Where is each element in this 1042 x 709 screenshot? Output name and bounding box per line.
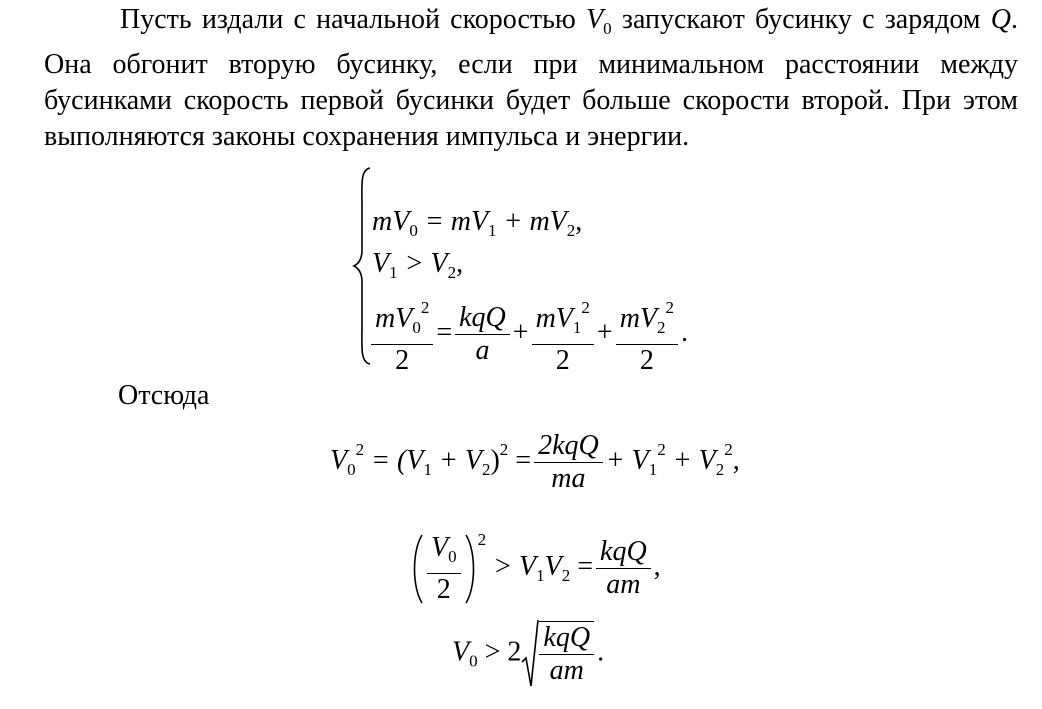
sys1-plus: + mV: [496, 206, 567, 237]
eq1-sup3: 2: [657, 439, 666, 459]
eq2-frac2-num: kqQ: [600, 536, 647, 568]
eq3-sub: 0: [469, 651, 478, 671]
var-v: V: [586, 4, 604, 35]
eq3-end: .: [597, 636, 605, 668]
eq2-s1: 1: [536, 566, 545, 585]
eq2-den: 2: [436, 573, 451, 605]
var-q: Q: [990, 4, 1011, 35]
sys3-frac2: [455, 302, 510, 367]
eq1-s3: 1: [648, 459, 658, 479]
system-line-2: [372, 248, 463, 289]
eq1-sub: 0: [347, 459, 356, 479]
eq1-s4: 2: [715, 459, 725, 479]
eq3-gt: > 2: [477, 636, 522, 668]
eq1-frac: [534, 430, 603, 495]
eq1-s2: 2: [481, 459, 491, 479]
eq1-sup2: 2: [499, 439, 509, 459]
eq1-v: V: [330, 444, 348, 476]
sys3-plus2: +: [596, 316, 613, 348]
eq2-s2: 2: [561, 566, 571, 585]
eq2-num-sub: 0: [448, 546, 457, 566]
eq1-s1: 1: [423, 459, 432, 479]
eq1-eq2: =: [508, 444, 532, 476]
eq1-frac-den: ma: [551, 463, 586, 494]
sys3-f1-sub: 0: [412, 318, 421, 337]
paragraph-text-1: Пусть издали с начальной скоростью: [120, 4, 587, 35]
sys3-f3-sup: 2: [581, 298, 590, 317]
eq1-end: ,: [732, 444, 740, 476]
sys3-f3-sub: 1: [572, 318, 582, 337]
sys1-sub0: 0: [409, 221, 418, 240]
sys3-f1-num: mV: [375, 303, 413, 334]
sys1-lhs: mV: [372, 206, 410, 237]
eq2-v2: V: [544, 551, 562, 582]
eq2-gt: > V: [486, 551, 537, 582]
sys3-frac1: [371, 292, 433, 377]
sys3-plus1: +: [512, 316, 529, 348]
sys3-f4-num: mV: [619, 303, 658, 334]
sys1-eq: = mV: [417, 206, 489, 237]
eq3-frac-den: am: [549, 655, 584, 686]
sys3-f1-den: 2: [395, 345, 410, 376]
eq1-sup: 2: [355, 439, 365, 459]
sys2-end: ,: [456, 248, 464, 279]
eq3-frac-num: kqQ: [543, 622, 591, 653]
eq3-frac: [539, 621, 594, 687]
eq1-eq1: = (V: [364, 444, 424, 476]
right-paren-icon: [464, 533, 478, 605]
eq2-frac2: [596, 536, 651, 601]
eq2-frac: [427, 532, 461, 606]
paragraph-text-3: . Она обгонит вторую бусинку, если при минимальном расстоянии между бусинками скорость первой бусинки будет больше скорости второй. При этом выполняются законы сохранения импульса и энергии.: [44, 4, 1018, 152]
problem-paragraph: [44, 2, 1018, 155]
left-paren-icon: [410, 533, 424, 605]
sys2-sub2: 2: [447, 263, 457, 282]
eq1-plus: + V: [431, 444, 482, 476]
sys3-end: .: [681, 316, 689, 348]
sys2-gt: > V: [397, 248, 448, 279]
sys3-f2-den: a: [475, 335, 490, 366]
system-line-1: [372, 206, 582, 247]
eq2-num-v: V: [431, 531, 449, 563]
sys2-a: V: [372, 248, 390, 279]
sys3-f4-sup: 2: [665, 298, 675, 317]
sys3-f1-sup: 2: [420, 298, 430, 317]
hence-word: Отсюда: [118, 380, 210, 411]
eq3-v: V: [452, 636, 470, 668]
eq1-frac-num: 2kqQ: [538, 430, 599, 461]
sub-zero: 0: [603, 19, 612, 38]
equation-3: [452, 618, 604, 690]
eq2-eq: =: [570, 551, 594, 582]
system-line-3: [368, 292, 688, 377]
equation-2: [410, 524, 661, 606]
eq2-sup: 2: [477, 530, 487, 549]
eq1-close: ): [490, 444, 500, 476]
eq1-plus2: + V: [605, 444, 649, 476]
sys1-sub1: 1: [488, 221, 497, 240]
sys1-sub2: 2: [566, 221, 576, 240]
sys3-eq: =: [436, 316, 453, 348]
eq1-sup4: 2: [724, 439, 733, 459]
sys3-f4-sub: 2: [657, 318, 666, 337]
equation-1: [330, 430, 740, 495]
eq1-plus3: + V: [665, 444, 716, 476]
sys1-end: ,: [575, 206, 583, 237]
sys3-frac4: [616, 292, 678, 377]
sys3-f4-den: 2: [639, 345, 654, 376]
sys3-f3-den: 2: [555, 345, 570, 376]
sys2-sub1: 1: [389, 263, 398, 282]
paragraph-text-2: запускают бусинку с зарядом: [611, 4, 991, 35]
sys3-f3-num: mV: [535, 303, 573, 334]
eq2-frac2-den: am: [606, 569, 641, 601]
sys3-frac3: [532, 292, 594, 377]
eq2-end: ,: [653, 551, 661, 582]
sqrt-icon: [521, 618, 539, 690]
sys3-f2-num: kqQ: [459, 302, 506, 333]
